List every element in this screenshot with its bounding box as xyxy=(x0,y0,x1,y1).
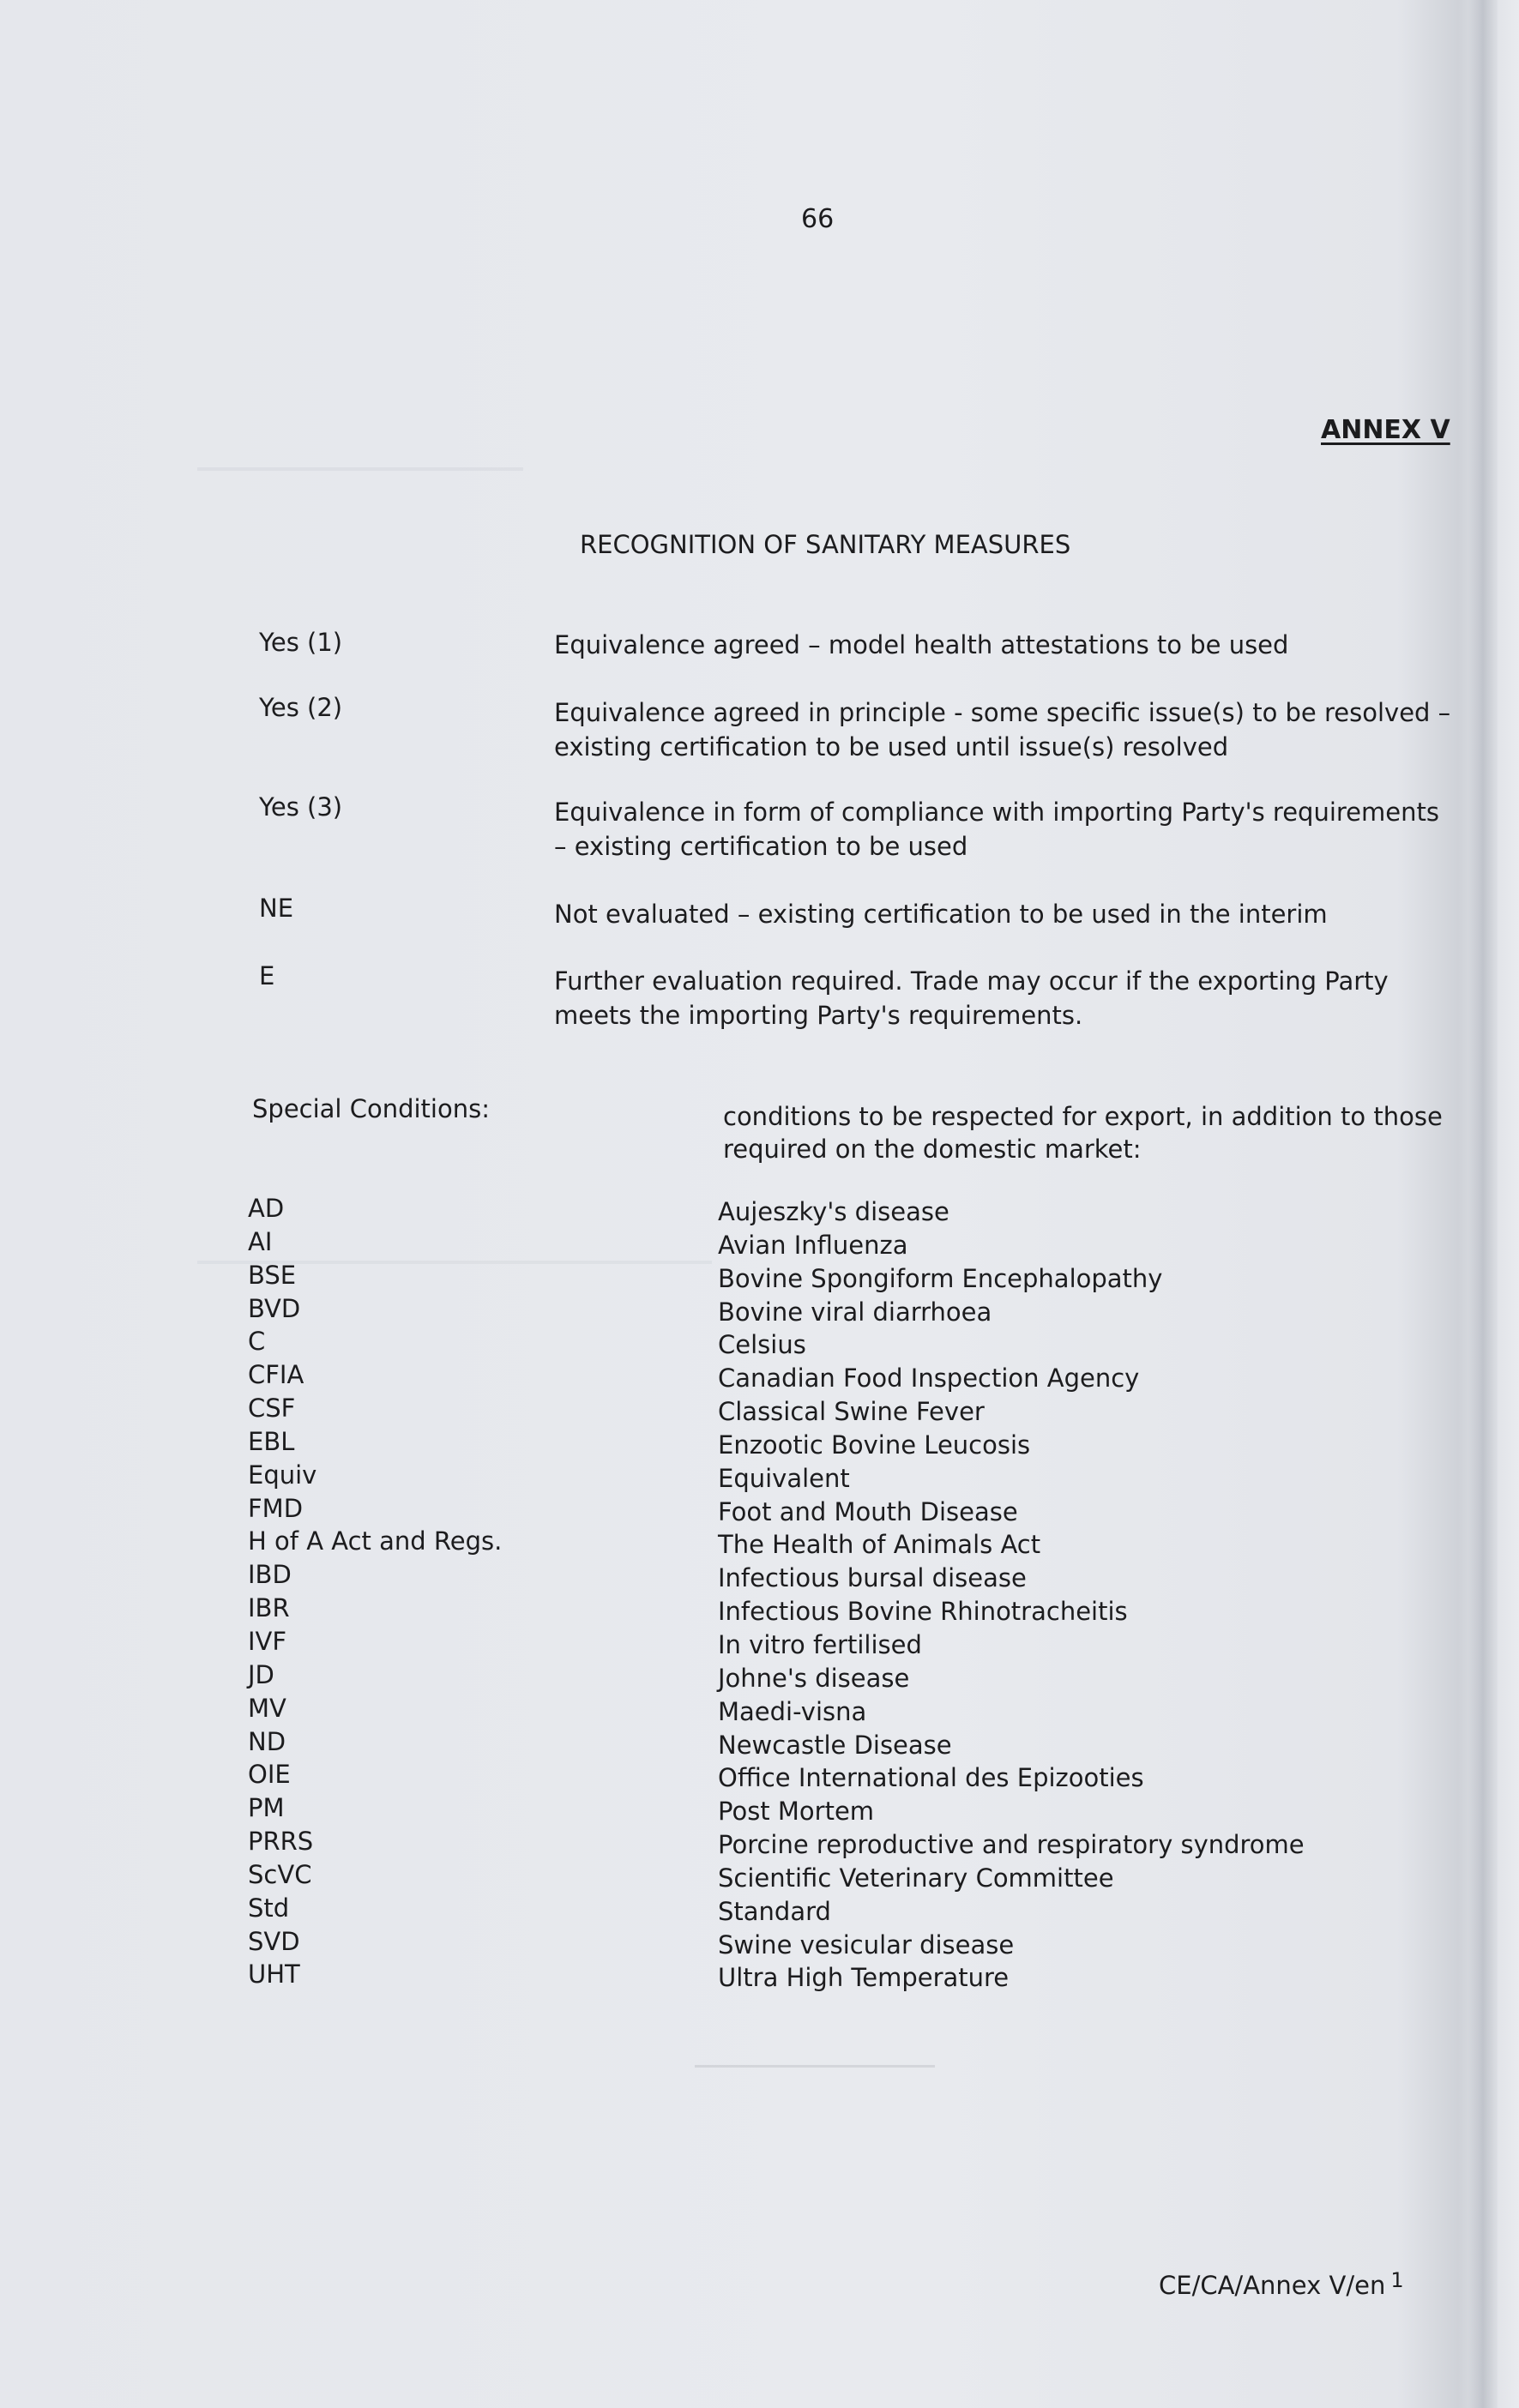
abbreviation-meaning: Post Mortem xyxy=(718,1797,875,1827)
abbreviation: JD xyxy=(248,1659,274,1689)
abbreviation-meaning: Bovine Spongiform Encephalopathy xyxy=(718,1263,1163,1293)
abbreviation: OIE xyxy=(248,1760,291,1790)
definition-text: Equivalence agreed in principle - some specific issue(s) to be resolved – existing certification to be used until issue(s) resolved xyxy=(554,698,1451,762)
abbreviation-meaning: Bovine viral diarrhoea xyxy=(718,1297,992,1327)
footer-reference-text: CE/CA/Annex V/en xyxy=(1159,2271,1386,2300)
abbreviation-definition-list xyxy=(718,1195,1456,1995)
definition-code: NE xyxy=(259,894,294,923)
abbreviation: IBD xyxy=(248,1560,292,1590)
page-edge-shadow xyxy=(1468,0,1498,2408)
abbreviation-meaning: Foot and Mouth Disease xyxy=(718,1496,1018,1526)
abbreviation-meaning: Celsius xyxy=(718,1330,806,1360)
abbreviation: MV xyxy=(248,1693,286,1723)
abbreviation: AI xyxy=(248,1226,273,1256)
document-title: RECOGNITION OF SANITARY MEASURES xyxy=(580,530,1071,559)
footer-reference xyxy=(1159,2268,1404,2300)
abbreviation-meaning: Maedi-visna xyxy=(718,1696,867,1726)
abbreviation: Std xyxy=(248,1893,290,1923)
bleed-through-rule xyxy=(695,2065,935,2068)
abbreviation: UHT xyxy=(248,1960,300,1990)
abbreviation: EBL xyxy=(248,1426,295,1456)
abbreviation-meaning: Newcastle Disease xyxy=(718,1730,952,1760)
abbreviation-meaning: Infectious Bovine Rhinotracheitis xyxy=(718,1597,1128,1627)
abbreviation: H of A Act and Regs. xyxy=(248,1526,503,1556)
abbreviation: SVD xyxy=(248,1926,300,1956)
abbreviation: C xyxy=(248,1327,266,1357)
abbreviation-meaning: Enzootic Bovine Leucosis xyxy=(718,1430,1031,1460)
abbreviation-meaning: Swine vesicular disease xyxy=(718,1929,1015,1960)
abbreviation: Equiv xyxy=(248,1460,317,1490)
definition-text: Equivalence agreed – model health attestations to be used xyxy=(554,630,1289,659)
special-conditions-text: conditions to be respected for export, in addition to those required on the domestic market: xyxy=(723,1102,1443,1164)
abbreviation-meaning: Canadian Food Inspection Agency xyxy=(718,1364,1140,1394)
definition-code: Yes (2) xyxy=(259,693,343,722)
page-number: 66 xyxy=(801,204,835,234)
abbreviation-meaning: The Health of Animals Act xyxy=(718,1530,1041,1560)
abbreviation-meaning: Classical Swine Fever xyxy=(718,1397,985,1427)
abbreviation: PM xyxy=(248,1793,285,1823)
abbreviation-meaning: In vitro fertilised xyxy=(718,1629,922,1659)
definition-code: Yes (3) xyxy=(259,792,343,822)
annex-label: ANNEX V xyxy=(1321,415,1450,445)
abbreviation: AD xyxy=(248,1194,285,1223)
abbreviation: IVF xyxy=(248,1626,287,1656)
abbreviation: IBR xyxy=(248,1593,290,1623)
abbreviation: BSE xyxy=(248,1260,297,1290)
abbreviation-meaning: Avian Influenza xyxy=(718,1230,908,1260)
abbreviation: CFIA xyxy=(248,1360,304,1390)
abbreviation-meaning: Equivalent xyxy=(718,1463,850,1493)
abbreviation-list xyxy=(248,1192,728,1991)
abbreviation: ND xyxy=(248,1726,286,1756)
definition-text: Further evaluation required. Trade may occur if the exporting Party meets the importing Party's requirements. xyxy=(554,966,1389,1030)
abbreviation: FMD xyxy=(248,1493,304,1523)
abbreviation: BVD xyxy=(248,1293,301,1323)
abbreviation-meaning: Ultra High Temperature xyxy=(718,1963,1010,1993)
abbreviation-meaning: Aujeszky's disease xyxy=(718,1197,949,1226)
abbreviation-meaning: Porcine reproductive and respiratory syndrome xyxy=(718,1830,1305,1860)
abbreviation-meaning: Standard xyxy=(718,1896,831,1926)
abbreviation-meaning: Scientific Veterinary Committee xyxy=(718,1863,1114,1893)
bleed-through-mark xyxy=(197,467,523,471)
abbreviation: CSF xyxy=(248,1394,296,1424)
abbreviation: ScVC xyxy=(248,1859,312,1889)
definition-text: Equivalence in form of compliance with importing Party's requirements – existing certification to be used xyxy=(554,798,1439,861)
abbreviation-meaning: Johne's disease xyxy=(718,1663,910,1693)
definition-code: E xyxy=(259,961,275,990)
abbreviation-meaning: Office International des Epizooties xyxy=(718,1763,1144,1793)
special-conditions-label: Special Conditions: xyxy=(252,1094,490,1123)
definition-text: Not evaluated – existing certification to be used in the interim xyxy=(554,900,1328,929)
abbreviation-meaning: Infectious bursal disease xyxy=(718,1563,1027,1593)
definition-code: Yes (1) xyxy=(259,628,343,657)
abbreviation: PRRS xyxy=(248,1827,314,1857)
footer-page-number: 1 xyxy=(1390,2268,1404,2292)
